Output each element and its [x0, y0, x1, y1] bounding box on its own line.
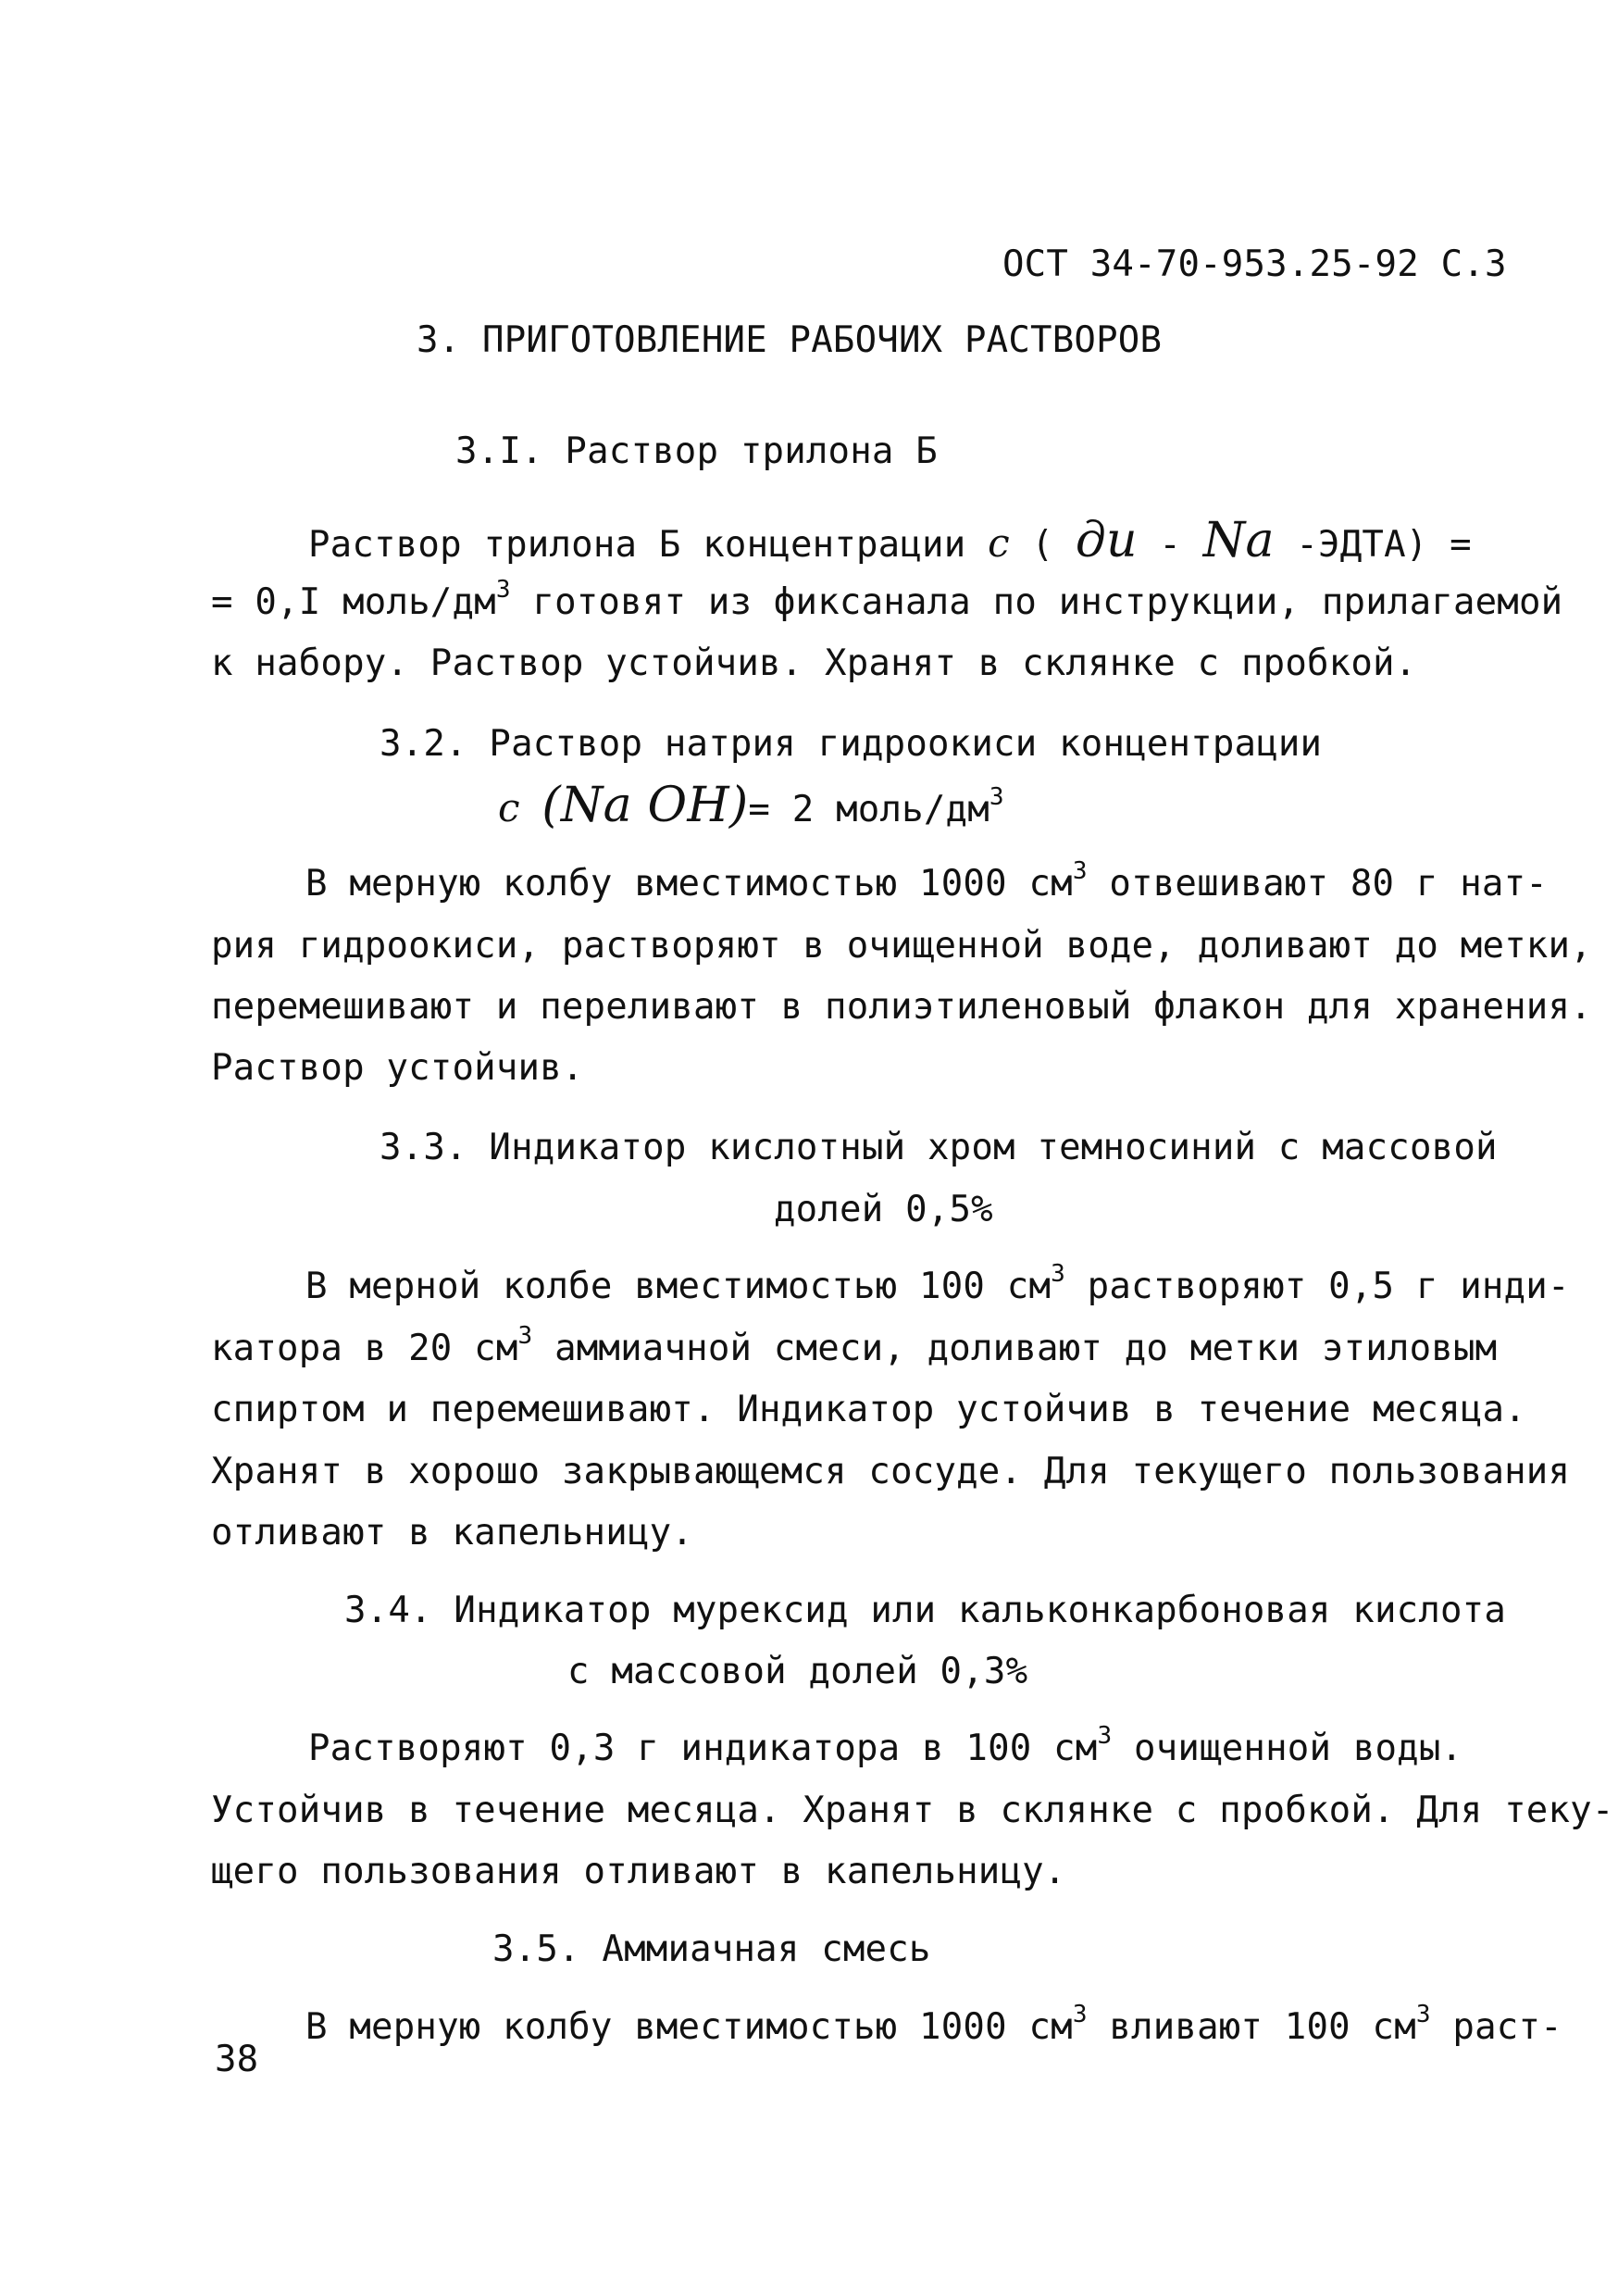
page-number: 38 [215, 2039, 259, 2080]
subsection-3-5-heading: 3.5. Аммиачная смесь [492, 1928, 931, 1970]
paragraph-line: В мерную колбу вместимостью 1000 $см^3$ отвешивают 80 г нат- [305, 857, 1548, 905]
subsection-3-3-heading: 3.3. Индикатор кислотный хром темносиний с массовой [380, 1127, 1498, 1168]
paragraph-line: В мерной колбе вместимостью 100 $см^3$ растворяют 0,5 г инди- [305, 1260, 1570, 1307]
subsection-3-3-heading-cont: долей 0,5% [774, 1189, 993, 1230]
paragraph-line: Растворяют 0,3 г индикатора в 100 $см^3$ очищенной воды. [308, 1722, 1463, 1769]
section-title: 3. ПРИГОТОВЛЕНИЕ РАБОЧИХ РАСТВОРОВ [417, 319, 1163, 361]
subsection-3-2-heading: 3.2. Раствор натрия гидроокиси концентрации [380, 723, 1323, 765]
paragraph-line: отливают в капельницу. [211, 1512, 693, 1554]
handwritten-formula: (Nа ОН) [541, 778, 749, 833]
handwritten-di: ди [1075, 513, 1138, 568]
paragraph-line: катора в 20 $см^3$ аммиачной смеси, доливают до метки этиловым [211, 1322, 1498, 1369]
paragraph-line: спиртом и перемешивают. Индикатор устойчив в течение месяца. [211, 1389, 1526, 1430]
paragraph-line: рия гидроокиси, растворяют в очищенной воде, доливают до метки, [211, 925, 1592, 967]
subsection-3-1-heading: 3.I. Раствор трилона Б [455, 430, 938, 472]
paragraph-line: = 0,I моль/$дм^3$ готовят из фиксанала по инструкции, прилагаемой [211, 576, 1563, 623]
paragraph-line: Хранят в хорошо закрывающемся сосуде. Для текущего пользования [211, 1451, 1571, 1492]
paragraph-line: к набору. Раствор устойчив. Хранят в склянке с пробкой. [211, 643, 1417, 684]
paragraph-line: щего пользования отливают в капельницу. [211, 1851, 1066, 1892]
document-code: ОСТ 34-70-953.25-92 С.3 [1002, 243, 1507, 285]
paragraph-line: перемешивают и переливают в полиэтиленовый флакон для хранения. [211, 986, 1592, 1028]
paragraph-line: Устойчив в течение месяца. Хранят в склянке с пробкой. Для теку- [211, 1790, 1614, 1831]
handwritten-na: Nа [1202, 513, 1275, 568]
subsection-3-4-heading: 3.4. Индикатор мурексид или кальконкарбоновая кислота [344, 1590, 1507, 1631]
paragraph-line: Раствор трилона Б концентрации с ( ди - Nа -ЭДТА) = [308, 513, 1472, 568]
concentration-line: с (Nа ОН)= 2 моль/$дм^3$ [498, 778, 1004, 833]
paragraph-line: Раствор устойчив. [211, 1047, 584, 1089]
subsection-3-4-heading-cont: с массовой долей 0,3% [567, 1651, 1028, 1692]
paragraph-line: В мерную колбу вместимостью 1000 $см^3$ вливают 100 $см^3$ раст- [305, 2001, 1562, 2048]
